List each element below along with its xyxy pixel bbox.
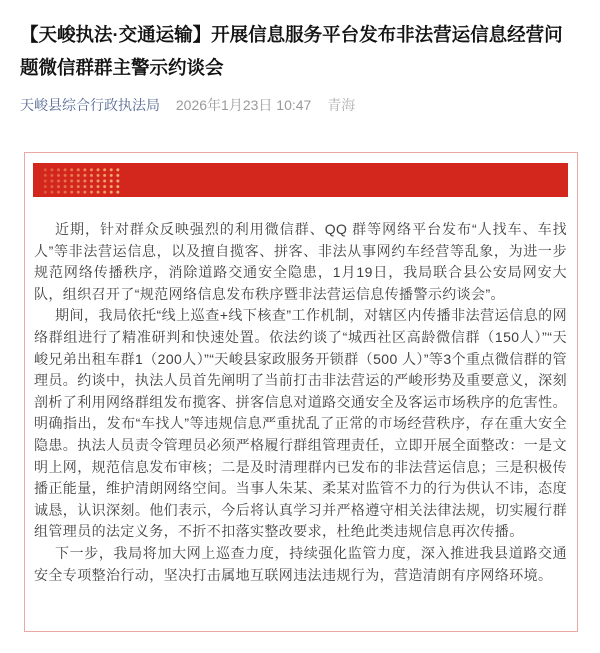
paragraph: 近期，针对群众反映强烈的利用微信群、QQ 群等网络平台发布“人找车、车找人”等非法营运信息，以及擅自揽客、拼客、非法从事网约车经营等乱象，为进一步规范网络传播秩序，消除道路交通安全隐患，1月19日，我局联合县公安局网安大队，组织召开了“规范网络信息发布秩序暨非法营运信息传播警示约谈会”。 [34,221,567,302]
paragraph: 下一步，我局将加大网上巡查力度，持续强化监管力度，深入推进我县道路交通安全专项整治行动，坚决打击属地互联网违法违规行为，营造清朗有序网络环境。 [34,544,567,583]
paragraph: 期间，我局依托“线上巡查+线下核查”工作机制，对辖区内传播非法营运信息的网络群组进行了精准研判和快速处置。依法约谈了“城西社区高龄微信群（150人）”“天峻兄弟出租车群1（200人）”“天峻县家政服务开锁群（500 人）”等3个重点微信群的管理员。约谈中，执法人员首先阐明了当前打击非法营运的严峻形势及重要意义，深刻剖析了利用网络群组发布揽客、拼客信息对道路交通安全及客运市场秩序的危害性。明确指出，发布“车找人”等违规信息严重扰乱了正常的市场经营秩序，存在重大安全隐患。执法人员责令管理员必须严格履行群组管理责任，立即开展全面整改：一是文明上网，规范信息发布审核；二是及时清理群内已发布的非法营运信息；三是积极传播正能量，维护清朗网络空间。当事人朱某、柔某对监管不力的行为供认不讳，态度诚恳，认识深刻。他们表示，今后将认真学习并严格遵守相关法律法规，切实履行群组管理员的法定义务，不折不扣落实整改要求，杜绝此类违规信息再次传播。 [34,307,567,540]
article-meta [20,95,580,115]
dot-pattern-icon [42,167,122,194]
account-name-link[interactable]: 天峻县综合行政执法局 [20,97,160,113]
article-content-box [24,152,578,632]
red-banner [33,163,568,197]
publish-date: 2026年1月23日 10:47 [175,97,312,113]
page-title: 【天峻执法·交通运输】开展信息服务平台发布非法营运信息经营问题微信群群主警示约谈会 [20,24,563,78]
publish-location: 青海 [327,97,356,113]
article-header [0,0,600,115]
article-body [33,219,568,586]
